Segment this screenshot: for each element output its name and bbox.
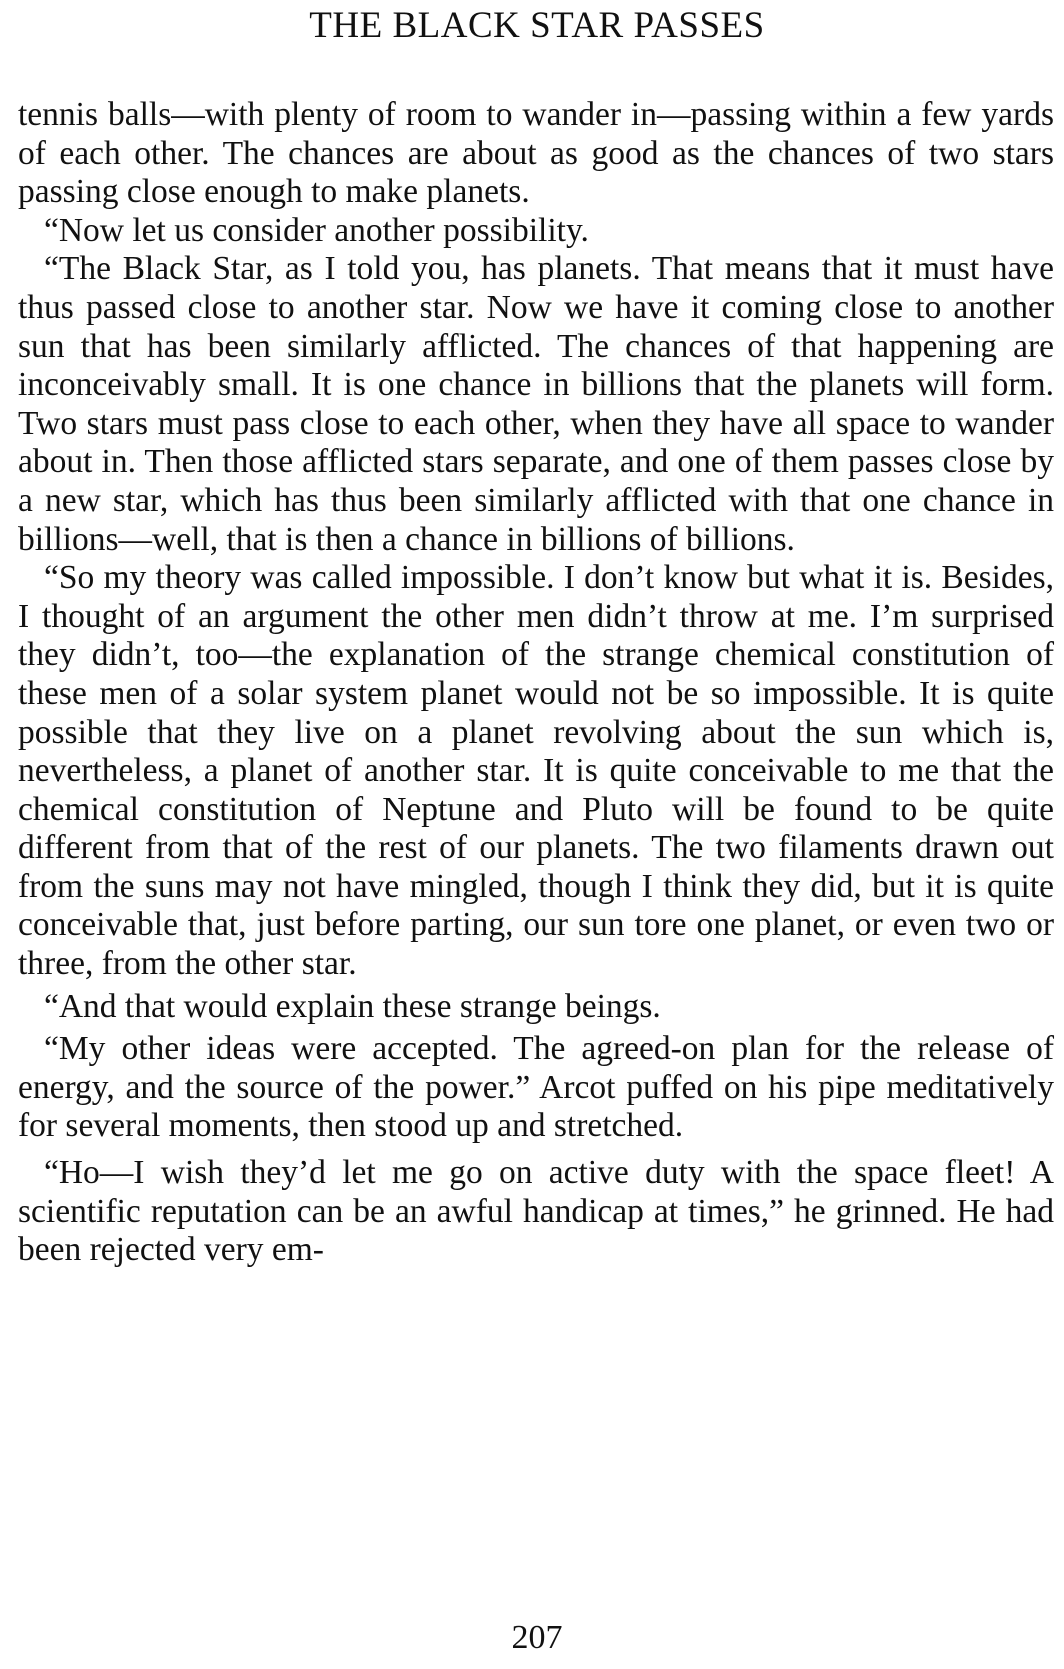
body-text [18, 96, 1054, 1270]
paragraph: “And that would explain these strange beings. [44, 987, 661, 1025]
paragraph: “So my theory was called impossible. I don’t know but what it is. Besides, I thought of an argument the other men didn’t throw at me. I’m surprised they didn’t, too—the explanation of the strange chemical constitution of these men of a solar system planet would not be so impossible. It is quite possible that they live on a planet revolving about the sun which is, nevertheless, a planet of another star. It is quite conceivable to me that the chemical constitution of Neptune and Pluto will be found to be quite different from that of the rest of our planets. The two filaments drawn out from the suns may not have mingled, though I think they did, but it is quite conceivable that, just before parting, our sun tore one planet, or even two or three, from the other star. [18, 559, 1054, 983]
paragraph: “My other ideas were accepted. The agreed-on plan for the release of energy, and the source of the power.” Arcot puffed on his pipe meditatively for several moments, then stood up and stretched. [18, 1030, 1054, 1145]
paragraph: “The Black Star, as I told you, has planets. That means that it must have thus passed close to another star. Now we have it coming close to another sun that has been similarly afflicted. The chances of that happening are inconceivably small. It is one chance in billions that the planets will form. Two stars must pass close to each other, when they have all space to wander about in. Then those afflicted stars separate, and one of them passes close by a new star, which has thus been similarly afflicted with that one chance in billions—well, that is then a chance in billions of billions. [18, 250, 1054, 558]
page-number: 207 [511, 1619, 563, 1656]
paragraph: “Ho—I wish they’d let me go on active duty with the space fleet! A scientific reputation can be an awful handicap at times,” he grinned. He had been rejected very em- [18, 1154, 1054, 1269]
paragraph: “Now let us consider another possibility. [44, 211, 589, 249]
paragraph-continued: tennis balls—with plenty of room to wander in—passing within a few yards of each other. The chances are about as good as the chances of two stars passing close enough to make planets. [18, 96, 1054, 211]
running-head-title: THE BLACK STAR PASSES [309, 5, 765, 46]
book-page [18, 0, 1056, 1669]
